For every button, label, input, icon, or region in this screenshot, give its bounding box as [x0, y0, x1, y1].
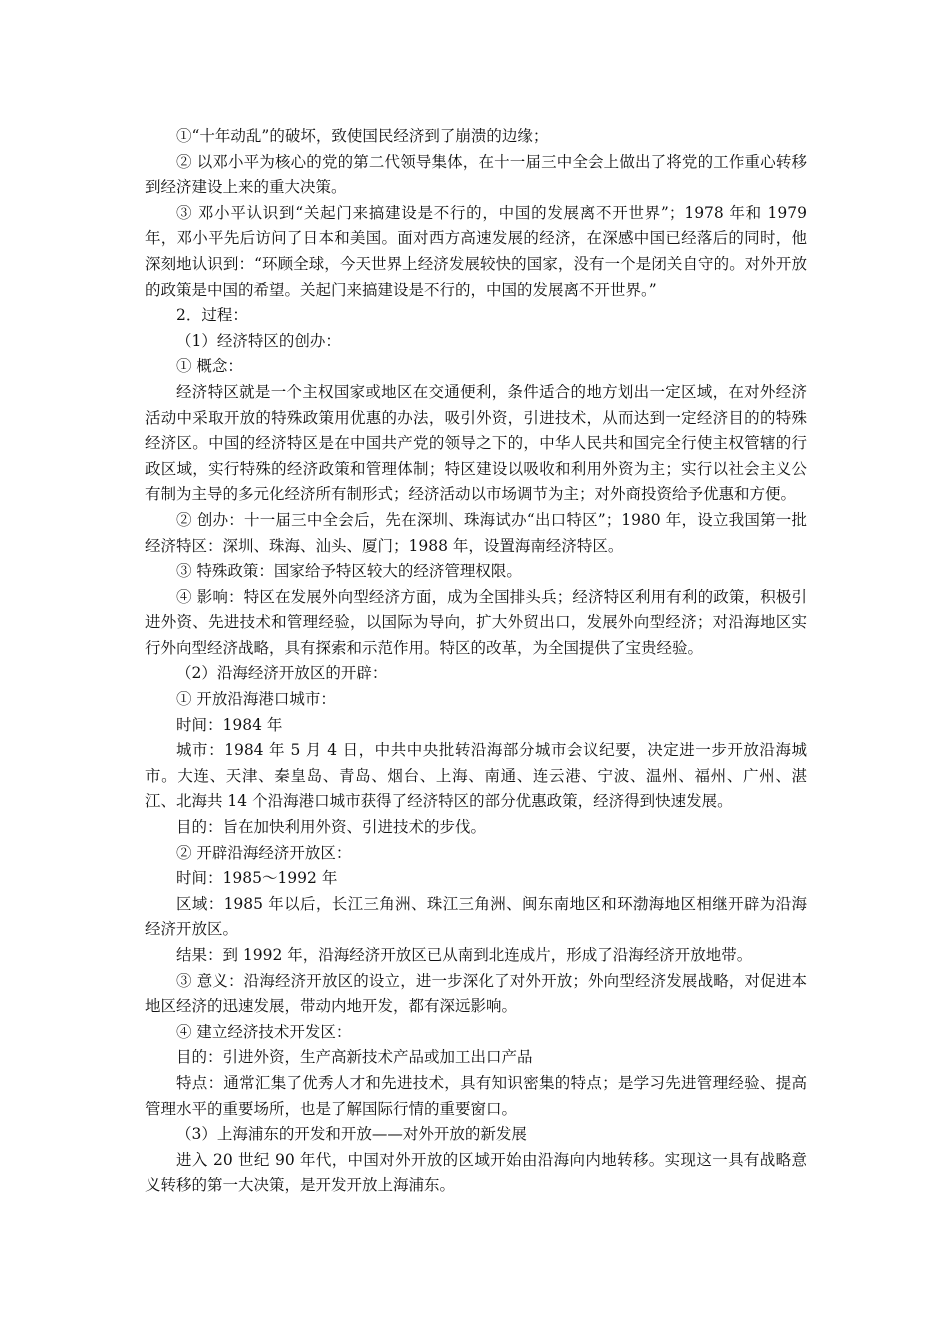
- paragraph-influence: ④ 影响：特区在发展外向型经济方面，成为全国排头兵；经济特区利用有利的政策，积极引进外资、先进技术和管理经验，以国际为导向，扩大外贸出口，发展外向型经济；对沿海地区实行外向型经济战略，具有探索和示范作用。特区的改革，为全国提供了宝贵经验。: [145, 587, 807, 657]
- paragraph-port-cities: 城市：1984 年 5 月 4 日，中共中央批转沿海部分城市会议纪要，决定进一步开放沿海城市。大连、天津、秦皇岛、青岛、烟台、上海、南通、连云港、宁波、温州、福州、广州、湛江、北海共 14 个沿海港口城市获得了经济特区的部分优惠政策，经济得到快速发展。: [145, 741, 807, 811]
- paragraph-pudong: 进入 20 世纪 90 年代，中国对外开放的区域开始由沿海向内地转移。实现这一具有战略意义转移的第一大决策，是开发开放上海浦东。: [145, 1150, 807, 1195]
- subheading-open-zones: ② 开辟沿海经济开放区：: [176, 843, 352, 862]
- paragraph-cause-3: ③ 邓小平认识到“关起门来搞建设是不行的，中国的发展离不开世界”；1978 年和 1979 年，邓小平先后访问了日本和美国。面对西方高速发展的经济，在深感中国已经落后的同时，他深刻地认识到：“环顾全球，今天世界上经济发展较快的国家，没有一个是闭关自守的。对外开放的政策是中国的希望。关起门来搞建设是不行的，中国的发展离不开世界。”: [145, 203, 807, 299]
- paragraph-port-time: 时间：1984 年: [176, 715, 283, 734]
- paragraph-zones-significance: ③ 意义：沿海经济开放区的设立，进一步深化了对外开放；外向型经济发展战略，对促进本地区经济的迅速发展，带动内地开发，都有深远影响。: [145, 971, 807, 1016]
- document-body: [145, 124, 807, 1199]
- paragraph-zones-result: 结果：到 1992 年，沿海经济开放区已从南到北连成片，形成了沿海经济开放地带。: [176, 946, 753, 964]
- heading-coastal-zones: （2）沿海经济开放区的开辟：: [176, 664, 388, 683]
- subheading-concept: ① 概念：: [176, 357, 243, 376]
- paragraph-founding: ② 创办：十一届三中全会后，先在深圳、珠海试办“出口特区”；1980 年，设立我国第一批经济特区：深圳、珠海、汕头、厦门；1988 年，设置海南经济特区。: [145, 510, 807, 555]
- paragraph-zones-time: 时间：1985～1992 年: [176, 869, 338, 888]
- heading-process: 2．过程：: [176, 306, 248, 325]
- paragraph-zones-region: 区域：1985 年以后，长江三角洲、珠江三角洲、闽东南地区和环渤海地区相继开辟为沿海经济开放区。: [145, 894, 807, 939]
- paragraph-cause-2: ② 以邓小平为核心的党的第二代领导集体，在十一届三中全会上做出了将党的工作重心转移到经济建设上来的重大决策。: [145, 152, 807, 197]
- paragraph-cause-1: ①“十年动乱”的破坏，致使国民经济到了崩溃的边缘；: [176, 127, 549, 145]
- subheading-dev-zones: ④ 建立经济技术开发区：: [176, 1022, 352, 1041]
- heading-special-zones: （1）经济特区的创办：: [176, 331, 341, 350]
- paragraph-special-policy: ③ 特殊政策：国家给予特区较大的经济管理权限。: [176, 562, 522, 581]
- paragraph-dev-features: 特点：通常汇集了优秀人才和先进技术，具有知识密集的特点；是学习先进管理经验、提高管理水平的重要场所，也是了解国际行情的重要窗口。: [145, 1073, 807, 1118]
- paragraph-concept: 经济特区就是一个主权国家或地区在交通便利，条件适合的地方划出一定区域，在对外经济活动中采取开放的特殊政策用优惠的办法，吸引外资，引进技术，从而达到一定经济目的的特殊经济区。中国的经济特区是在中国共产党的领导之下的，中华人民共和国完全行使主权管辖的行政区域，实行特殊的经济政策和管理体制；特区建设以吸收和利用外资为主；实行以社会主义公有制为主导的多元化经济所有制形式；经济活动以市场调节为主；对外商投资给予优惠和方便。: [145, 382, 807, 504]
- paragraph-dev-purpose: 目的：引进外资，生产高新技术产品或加工出口产品: [176, 1048, 533, 1067]
- subheading-port-cities: ① 开放沿海港口城市：: [176, 690, 336, 709]
- heading-pudong: （3）上海浦东的开发和开放——对外开放的新发展: [176, 1125, 527, 1144]
- paragraph-port-purpose: 目的：旨在加快利用外资、引进技术的步伐。: [176, 818, 487, 837]
